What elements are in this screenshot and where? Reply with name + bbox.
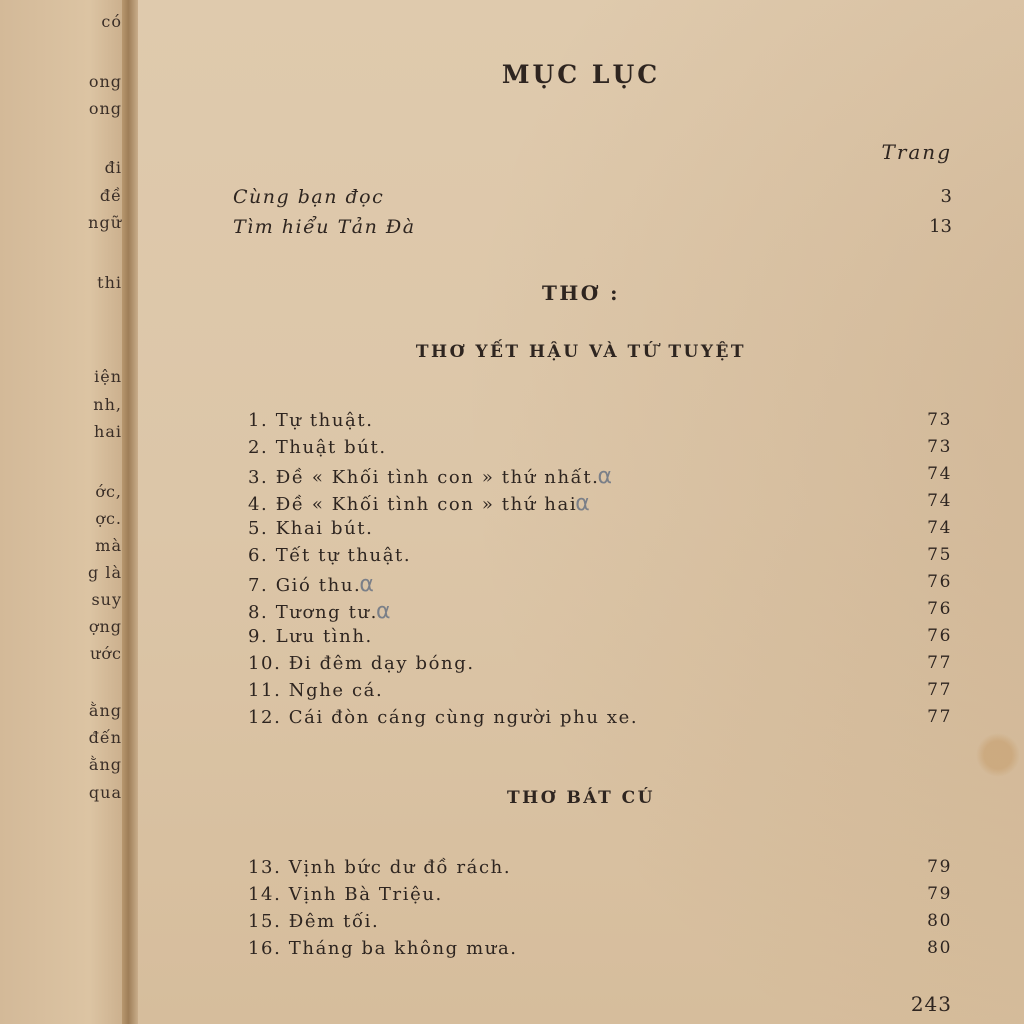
entry-page: 3 [940, 186, 952, 207]
entry-title: Cái đòn cáng cùng người phu xe. [288, 707, 639, 728]
entry-number: 16. [248, 938, 282, 959]
toc-entry [248, 707, 952, 733]
facing-page-left [0, 0, 128, 1024]
entry-title: Gió thu. [275, 575, 362, 596]
pencil-check-mark: α [575, 491, 592, 516]
entry-title: Đề « Khối tình con » thứ nhất. [275, 467, 600, 488]
toc-entry [248, 911, 952, 937]
left-fragment: ằng [88, 755, 122, 774]
toc-entry [248, 437, 952, 463]
entry-number: 4. [248, 494, 269, 515]
entry-title: Tương tư. [275, 602, 378, 623]
entry-number: 11. [248, 680, 282, 701]
left-fragment: đi [104, 158, 122, 177]
pencil-check-mark: α [597, 464, 614, 489]
page-number: 243 [910, 992, 952, 1016]
entry-title: Cùng bạn đọc [233, 186, 385, 208]
left-fragment: ong [88, 99, 122, 118]
toc-entry [248, 518, 952, 544]
entry-number: 5. [248, 518, 269, 539]
entry-title: Tết tự thuật. [275, 545, 412, 566]
entry-page: 77 [927, 680, 952, 700]
left-fragment: thi [97, 273, 122, 292]
toc-entry [248, 626, 952, 652]
entry-number: 13. [248, 857, 282, 878]
left-fragment: g là [88, 563, 122, 582]
toc-entry [248, 572, 952, 598]
toc-entry [248, 491, 952, 517]
left-fragment: hai [94, 422, 122, 441]
entry-page: 76 [927, 572, 952, 592]
part-heading: THƠ : [541, 281, 621, 305]
toc-entry [233, 186, 952, 212]
toc-entry [248, 857, 952, 883]
page-title: MỤC LỤC [501, 60, 661, 89]
left-fragment: ằng [88, 701, 122, 720]
toc-entry [248, 545, 952, 571]
section-heading: THƠ YẾT HẬU VÀ TỨ TUYỆT [415, 342, 747, 362]
entry-page: 76 [927, 626, 952, 646]
entry-page: 73 [927, 437, 952, 457]
entry-page: 77 [927, 707, 952, 727]
entry-number: 7. [248, 575, 269, 596]
toc-entry [248, 653, 952, 679]
section-heading: THƠ BÁT CÚ [507, 788, 655, 808]
entry-page: 75 [927, 545, 952, 565]
left-fragment: mà [95, 536, 122, 555]
entry-page: 79 [927, 884, 952, 904]
entry-title: Khai bút. [275, 518, 374, 539]
entry-page: 76 [927, 599, 952, 619]
toc-entry [248, 884, 952, 910]
toc-entry [248, 599, 952, 625]
left-fragment: đến [88, 728, 122, 747]
toc-entry [248, 938, 952, 964]
table-of-contents-page [138, 0, 1024, 1024]
toc-entry [248, 410, 952, 436]
entry-title: Vịnh Bà Triệu. [288, 884, 443, 905]
left-fragment: iện [94, 367, 122, 386]
left-fragment: ong [88, 72, 122, 91]
entry-page: 77 [927, 653, 952, 673]
left-fragment: suy [91, 590, 122, 609]
entry-page: 79 [927, 857, 952, 877]
entry-number: 15. [248, 911, 282, 932]
entry-title: Vịnh bức dư đồ rách. [288, 857, 512, 878]
toc-entry [248, 680, 952, 706]
pencil-check-mark: α [359, 572, 376, 597]
left-fragment: ớc, [95, 482, 122, 501]
left-fragment: ngữ [88, 213, 122, 232]
left-fragment: ước [90, 644, 122, 663]
entry-page: 80 [927, 911, 952, 931]
entry-page: 74 [927, 491, 952, 511]
entry-number: 6. [248, 545, 269, 566]
left-fragment: ợng [88, 617, 122, 636]
entry-title: Đi đêm dạy bóng. [288, 653, 475, 674]
entry-page: 74 [927, 464, 952, 484]
entry-number: 14. [248, 884, 282, 905]
entry-number: 12. [248, 707, 282, 728]
entry-title: Tự thuật. [275, 410, 374, 431]
book-gutter [122, 0, 138, 1024]
entry-number: 10. [248, 653, 282, 674]
pencil-check-mark: α [375, 599, 393, 624]
entry-title: Đề « Khối tình con » thứ hai [275, 494, 578, 515]
entry-title: Đêm tối. [288, 911, 380, 932]
entry-page: 74 [927, 518, 952, 538]
entry-title: Tìm hiểu Tản Đà [233, 216, 416, 238]
entry-title: Tháng ba không mưa. [288, 938, 518, 959]
entry-number: 2. [248, 437, 269, 458]
left-fragment: qua [88, 783, 122, 802]
entry-page: 13 [929, 216, 952, 237]
entry-page: 73 [927, 410, 952, 430]
entry-number: 3. [248, 467, 269, 488]
entry-number: 1. [248, 410, 269, 431]
entry-number: 9. [248, 626, 269, 647]
left-fragment: đề [99, 186, 122, 205]
entry-page: 80 [927, 938, 952, 958]
toc-entry [248, 464, 952, 490]
left-fragment: ợc. [95, 509, 122, 528]
entry-title: Nghe cá. [288, 680, 384, 701]
entry-number: 8. [248, 602, 269, 623]
toc-entry [233, 216, 952, 242]
left-fragment: có [101, 12, 122, 31]
entry-title: Thuật bút. [275, 437, 387, 458]
page-column-header: Trang [881, 140, 952, 164]
left-fragment: nh, [93, 395, 122, 414]
entry-title: Lưu tình. [275, 626, 373, 647]
